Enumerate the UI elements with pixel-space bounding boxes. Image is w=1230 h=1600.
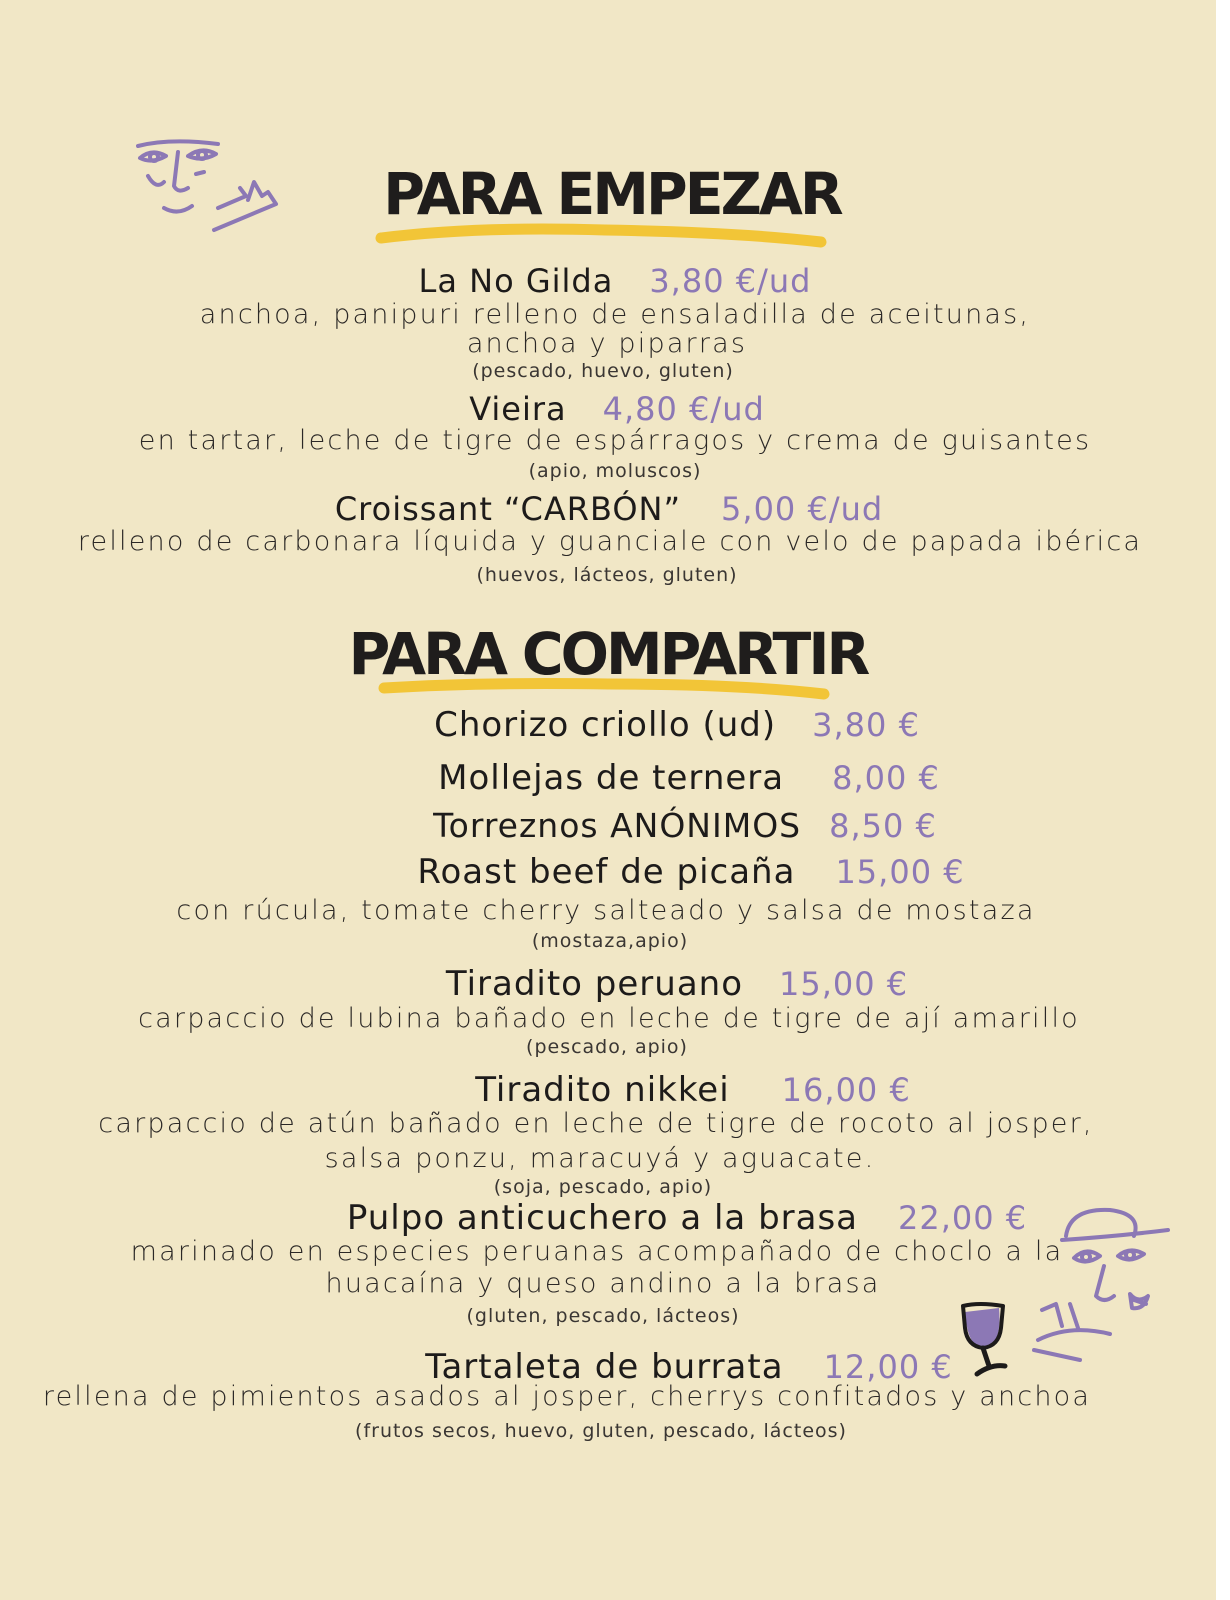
item-name: Croissant “CARBÓN”: [334, 490, 682, 528]
item-price: 15,00 €: [779, 965, 909, 1003]
item-name: Pulpo anticuchero a la brasa: [346, 1198, 859, 1238]
wine-glass-icon: [955, 1300, 1015, 1385]
menu-item-header: [70, 806, 1230, 845]
section-title-empezar: PARA EMPEZAR: [383, 160, 841, 228]
item-allergens: (pescado, huevo, gluten): [472, 360, 734, 382]
hat-face-doodle-icon: [1030, 1200, 1180, 1370]
heading-underline: [378, 676, 833, 706]
heading-underline: [375, 222, 830, 252]
item-allergens: (soja, pescado, apio): [493, 1176, 713, 1198]
item-allergens: (apio, moluscos): [528, 460, 702, 482]
item-description: carpaccio de atún bañado en leche de tigre de rocoto al josper,: [98, 1108, 1094, 1139]
item-description: marinado en especies peruanas acompañado de choclo a la: [130, 1236, 1064, 1267]
item-name: Roast beef de picaña: [417, 852, 796, 892]
menu-item-header: [0, 490, 1224, 528]
item-description: salsa ponzu, maracuyá y aguacate.: [324, 1143, 876, 1174]
item-description: carpaccio de lubina bañado en leche de tigre de ají amarillo: [138, 1003, 1080, 1034]
item-description: rellena de pimientos asados al josper, cherrys confitados y anchoa: [42, 1381, 1092, 1412]
item-price: 8,50 €: [829, 807, 937, 845]
item-description: relleno de carbonara líquida y guanciale con velo de papada ibérica: [77, 526, 1143, 557]
item-price: 3,80 €/ud: [649, 262, 812, 300]
menu-item-header: [78, 1070, 1230, 1110]
item-allergens: (huevos, lácteos, gluten): [476, 564, 738, 586]
section-title-compartir: PARA COMPARTIR: [348, 620, 868, 688]
menu-item-header: [74, 758, 1230, 798]
item-price: 8,00 €: [832, 759, 940, 797]
menu-item-header: [62, 964, 1230, 1004]
item-price: 12,00 €: [823, 1348, 953, 1386]
menu-item-header: [2, 390, 1230, 428]
item-allergens: (pescado, apio): [526, 1036, 688, 1058]
item-price: 16,00 €: [781, 1071, 911, 1109]
menu-item-header: [76, 852, 1230, 892]
item-name: Vieira: [469, 390, 567, 428]
item-name: Torreznos ANÓNIMOS: [433, 806, 802, 845]
item-name: Tartaleta de burrata: [425, 1347, 784, 1387]
item-price: 3,80 €: [812, 706, 920, 744]
item-name: Chorizo criollo (ud): [434, 705, 777, 745]
item-allergens: (mostaza,apio): [531, 930, 689, 952]
item-description: con rúcula, tomate cherry salteado y salsa de mostaza: [176, 895, 1036, 926]
item-description: anchoa y piparras: [466, 328, 748, 359]
item-name: Tiradito peruano: [445, 964, 744, 1004]
item-name: La No Gilda: [418, 262, 614, 300]
item-description: huacaína y queso andino a la brasa: [325, 1268, 881, 1299]
item-price: 15,00 €: [835, 853, 965, 891]
item-allergens: (gluten, pescado, lácteos): [466, 1305, 740, 1327]
item-name: Mollejas de ternera: [438, 758, 785, 798]
menu-item-header: [0, 262, 1230, 300]
item-name: Tiradito nikkei: [475, 1070, 730, 1110]
item-price: 5,00 €/ud: [721, 490, 884, 528]
menu-item-header: [62, 705, 1230, 745]
item-allergens: (frutos secos, huevo, gluten, pescado, lácteos): [355, 1420, 847, 1442]
item-description: anchoa, panipuri relleno de ensaladilla de aceitunas,: [199, 299, 1031, 330]
item-price: 22,00 €: [898, 1199, 1028, 1237]
item-description: en tartar, leche de tigre de espárragos y crema de guisantes: [138, 425, 1092, 456]
item-price: 4,80 €/ud: [602, 390, 765, 428]
